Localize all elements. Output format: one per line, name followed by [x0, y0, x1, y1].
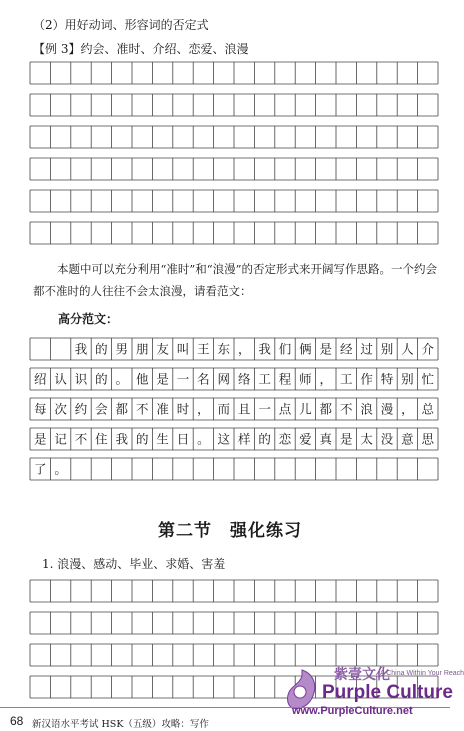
grid-cell-character: 日: [176, 431, 190, 447]
grid-cell-character: 了: [33, 461, 47, 477]
grid-cell-character: 络: [237, 371, 251, 387]
grid-cell-character: 人: [401, 341, 414, 357]
grid-cell-character: 特: [380, 371, 394, 387]
grid-cell-character: 作: [360, 371, 373, 387]
grid-cell-character: 都: [319, 401, 333, 417]
grid-cell-character: 会: [95, 401, 108, 417]
grid-cell-character: 思: [421, 431, 435, 447]
grid-cell-character: 样: [237, 431, 251, 447]
grid-cell-character: 这: [217, 431, 231, 447]
grid-cell-character: 我: [258, 341, 271, 357]
grid-cell-character: 我: [115, 431, 129, 447]
grid-cell-character: 忙: [421, 371, 435, 387]
grid-cell-character: 不: [135, 401, 149, 417]
grid-cell-character: 恋: [278, 431, 292, 447]
grid-cell-character: 生: [156, 431, 169, 447]
grid-cell-character: 漫: [380, 401, 394, 417]
grid-cell-character: 爱: [299, 431, 312, 447]
grid-cell-character: 时: [176, 401, 190, 417]
grid-cell-character: ，: [197, 401, 210, 417]
grid-cell-character: 们: [278, 341, 292, 357]
grid-cell-character: 名: [197, 371, 210, 387]
grid-cell-character: 是: [156, 371, 169, 387]
grid-cell-character: ，: [401, 401, 414, 417]
grid-cell-character: 的: [95, 371, 108, 387]
grid-cell-character: 意: [401, 431, 414, 447]
sample-essay-grid: [30, 338, 440, 488]
grid-cell-character: 别: [401, 371, 414, 387]
grid-cell-character: 他: [135, 371, 149, 387]
grid-cell-character: 。: [197, 431, 210, 447]
grid-cell-character: 俩: [299, 341, 312, 357]
grid-cell-character: 太: [360, 431, 373, 447]
grid-cell-character: 介: [421, 341, 435, 357]
page-number: 68: [10, 714, 24, 728]
grid-cell-character: 没: [380, 431, 394, 447]
grid-cell-character: 程: [278, 371, 292, 387]
grid-cell-character: 一: [176, 371, 190, 387]
grid-cell-character: 。: [115, 371, 129, 387]
running-title: 新汉语水平考试 HSK（五级）攻略：写作: [32, 719, 209, 730]
grid-cell-character: 经: [339, 341, 353, 357]
sample-essay-label: 高分范文：: [58, 312, 119, 326]
instruction-paragraph: 本题中可以充分利用“准时”和“浪漫”的否定形式来开阔写作思路。一个约会都不准时的人往往不会太浪漫，请看范文：: [33, 262, 438, 298]
grid-cell-character: 次: [54, 401, 67, 417]
section-title: 第二节 强化练习: [158, 521, 302, 541]
grid-cell-character: 不: [74, 431, 88, 447]
subheading: （2）用好动词、形容词的否定式: [33, 18, 209, 32]
grid-cell-character: 一: [258, 401, 271, 417]
watermark-url: www.PurpleCulture.net: [292, 705, 413, 717]
watermark-brand: Purple Culture: [322, 682, 453, 703]
grid-cell-character: 工: [339, 371, 353, 387]
grid-cell-character: 认: [54, 371, 67, 387]
grid-cell-character: 住: [95, 431, 108, 447]
grid-cell-character: 叫: [176, 341, 190, 357]
grid-cell-character: 过: [360, 341, 373, 357]
grid-cell-character: 真: [319, 431, 333, 447]
grid-cell-character: 的: [258, 431, 271, 447]
grid-cell-character: 的: [95, 341, 108, 357]
grid-cell-character: 东: [217, 341, 231, 357]
grid-cell-character: 总: [421, 401, 435, 417]
grid-cell-character: 而: [217, 401, 231, 417]
watermark-tagline: A China Within Your Reach: [380, 670, 464, 677]
grid-cell-character: 工: [258, 371, 271, 387]
writing-grid-practice: [30, 62, 440, 248]
grid-cell-character: 浪: [360, 401, 373, 417]
grid-cell-character: 点: [278, 401, 292, 417]
grid-cell-character: 朋: [135, 341, 149, 357]
grid-cell-character: 记: [54, 431, 67, 447]
grid-cell-character: 儿: [299, 401, 312, 417]
grid-cell-character: 绍: [33, 371, 47, 387]
grid-cell-character: 准: [156, 401, 169, 417]
watermark-chinese: 紫壹文化: [334, 667, 390, 683]
grid-cell-character: ，: [237, 341, 251, 357]
grid-cell-character: 男: [115, 341, 129, 357]
grid-cell-character: 。: [54, 461, 67, 477]
grid-cell-character: 的: [135, 431, 149, 447]
grid-cell-character: 都: [115, 401, 129, 417]
grid-cell-character: 且: [237, 401, 251, 417]
exercise-1-prompt: 1. 浪漫、感动、毕业、求婚、害羞: [42, 557, 226, 571]
grid-cell-character: 网: [217, 371, 231, 387]
example-label: 【例 3】约会、准时、介绍、恋爱、浪漫: [33, 42, 249, 56]
grid-cell-character: 是: [339, 431, 353, 447]
grid-cell-character: 约: [74, 401, 88, 417]
grid-cell-character: 是: [319, 341, 333, 357]
grid-cell-character: ，: [319, 371, 333, 387]
grid-cell-character: 王: [197, 341, 210, 357]
grid-cell-character: 是: [33, 431, 47, 447]
grid-cell-character: 不: [339, 401, 353, 417]
grid-cell-character: 别: [380, 341, 394, 357]
grid-cell-character: 每: [33, 401, 47, 417]
grid-cell-character: 识: [74, 371, 88, 387]
grid-cell-character: 我: [74, 341, 88, 357]
grid-cell-character: 友: [156, 341, 169, 357]
grid-cell-character: 师: [299, 371, 312, 387]
